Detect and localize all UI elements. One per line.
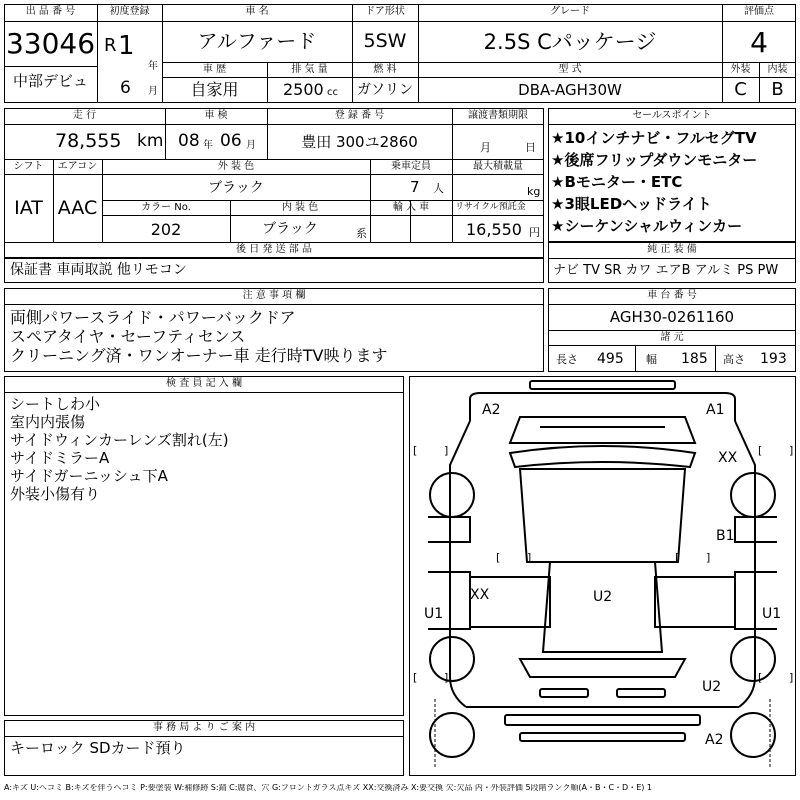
sales-point-item: ★Bモニター・ETC <box>551 173 683 191</box>
dimensions-label: 諸 元 <box>660 332 684 343</box>
transfer-deadline-label: 譲渡書類期限 <box>468 110 528 121</box>
mark-a2-top: A2 <box>482 402 501 418</box>
registration-month: 6 <box>120 78 131 98</box>
fuel-label: 燃 料 <box>373 64 397 75</box>
displacement-label: 排 気 量 <box>291 64 328 75</box>
inspection-year-unit: 年 <box>203 140 213 151</box>
capacity-label: 乗車定員 <box>391 161 431 172</box>
transfer-day-unit: 日 <box>525 141 536 154</box>
length-label: 長さ <box>556 353 578 366</box>
height-label: 高さ <box>723 353 745 366</box>
equipment-label: 純 正 装 備 <box>647 244 697 255</box>
lot-number-label: 出 品 番 号 <box>25 6 76 17</box>
exterior-color: ブラック <box>208 180 264 196</box>
door-type-label: ドア形状 <box>365 6 405 17</box>
score-label: 評価点 <box>744 6 774 17</box>
car-name: アルファード <box>197 29 317 53</box>
bracket-open: [ <box>413 671 418 684</box>
bracket-close: ] <box>789 671 794 684</box>
aircon: AAC <box>57 197 98 219</box>
model-code: DBA-AGH30W <box>518 81 622 99</box>
exterior-label: 外装 <box>730 64 751 75</box>
mark-a1-top: A1 <box>706 402 725 418</box>
later-parts: 保証書 車両取説 他リモコン <box>10 262 187 278</box>
inspector-line: サイドガーニッシュ下A <box>10 467 168 485</box>
office-notice: キーロック SDカード預り <box>10 739 186 757</box>
car-name-label: 車 名 <box>245 6 269 17</box>
exterior-score: C <box>734 79 747 100</box>
sales-points-label: セールスポイント <box>632 110 712 121</box>
max-load-label: 最大積載量 <box>473 161 523 172</box>
aircon-label: エアコン <box>57 161 98 172</box>
shift: IAT <box>14 197 43 219</box>
mark-u1-left: U1 <box>424 606 444 622</box>
interior-score: B <box>771 79 784 100</box>
first-registration-label: 初度登録 <box>109 6 150 17</box>
width-label: 幅 <box>646 353 657 366</box>
sales-point-item: ★後席フリップダウンモニター <box>551 151 758 169</box>
mileage-label: 走 行 <box>72 110 97 121</box>
transfer-month-unit: 月 <box>480 141 491 154</box>
inspection-year: 08 <box>178 131 200 151</box>
car-outline-icon <box>410 377 795 775</box>
model-label: 型 式 <box>558 64 582 75</box>
bracket-close: ] <box>527 551 532 564</box>
recycle-deposit: 16,550 <box>466 220 522 239</box>
sales-point-item: ★3眼LEDヘッドライト <box>551 195 712 213</box>
equipment: ナビ TV SR カワ エアB アルミ PS PW <box>553 263 779 278</box>
month-unit: 月 <box>148 86 158 97</box>
note-line: スペアタイヤ・セーフティセンス <box>10 327 246 346</box>
bracket-open: [ <box>758 444 763 457</box>
note-line: クリーニング済・ワンオーナー車 走行時TV映ります <box>10 346 388 365</box>
mark-u1-right: U1 <box>762 606 782 622</box>
note-line: 両側パワースライド・パワーバックドア <box>10 308 296 327</box>
inspector-line: 室内内張傷 <box>10 413 86 431</box>
mark-b1: B1 <box>716 528 735 544</box>
chassis-label: 車 台 番 号 <box>647 290 697 301</box>
era: R <box>104 35 117 56</box>
plate-number: 豊田 300ユ2860 <box>301 133 418 151</box>
bracket-close: ] <box>444 444 449 457</box>
sales-point-item: ★10インチナビ・フルセグTV <box>551 129 757 147</box>
history: 自家用 <box>190 80 239 99</box>
cc-unit: cc <box>327 87 338 98</box>
mark-a2-rear: A2 <box>705 732 724 748</box>
inspector-line: シートしわ小 <box>10 395 101 413</box>
sales-point-item: ★シーケンシャルウィンカー <box>551 217 743 235</box>
bracket-open: [ <box>413 444 418 457</box>
mileage: 78,555 <box>55 130 122 152</box>
color-number: 202 <box>150 220 182 239</box>
chassis-number: AGH30-0261160 <box>609 308 735 326</box>
capacity: 7 <box>410 178 420 196</box>
height: 193 <box>760 351 787 367</box>
recycle-label: リサイクル預託金 <box>455 202 526 212</box>
bracket-open: [ <box>758 671 763 684</box>
inspector-line: サイドミラーA <box>10 449 110 467</box>
fuel: ガソリン <box>357 82 413 98</box>
color-number-label: カラー No. <box>141 202 191 213</box>
interior-label: 内装 <box>767 64 788 75</box>
inspection-month: 06 <box>220 131 242 151</box>
year-unit: 年 <box>148 61 158 72</box>
bracket-open: [ <box>675 551 680 564</box>
yen-unit: 円 <box>529 226 540 239</box>
bracket-close: ] <box>706 551 711 564</box>
displacement: 2500 <box>283 80 324 99</box>
debut-label: 中部デビュ <box>12 72 88 90</box>
capacity-unit: 人 <box>433 182 444 195</box>
mark-u2-center: U2 <box>593 589 613 605</box>
inspection-month-unit: 月 <box>246 140 256 151</box>
registration-year: 1 <box>118 31 135 61</box>
mark-xx-left: XX <box>470 587 490 603</box>
length: 495 <box>597 351 624 367</box>
exterior-color-label: 外 装 色 <box>217 161 255 172</box>
inspector-label: 検 査 員 記 入 欄 <box>166 378 242 389</box>
inspector-line: サイドウィンカーレンズ割れ(左) <box>10 431 229 449</box>
office-label: 事 務 局 よ り ご 案 内 <box>152 722 256 733</box>
notes-label: 注 意 事 項 欄 <box>242 290 306 301</box>
grade-label: グレード <box>550 6 590 17</box>
bracket-close: ] <box>444 671 449 684</box>
mark-xx-right: XX <box>718 450 738 466</box>
door-type: 5SW <box>363 30 407 52</box>
grade: 2.5S Cパッケージ <box>483 30 657 54</box>
shift-label: シフト <box>13 161 44 172</box>
import-label: 輸 入 車 <box>392 202 430 213</box>
interior-color: ブラック <box>262 221 318 237</box>
lot-number: 33046 <box>5 27 96 60</box>
score: 4 <box>750 26 768 59</box>
width: 185 <box>681 351 708 367</box>
max-load-unit: kg <box>527 185 541 198</box>
plate-label: 登 録 番 号 <box>334 110 385 121</box>
car-diagram <box>409 376 796 776</box>
mark-u2-rear: U2 <box>702 679 722 695</box>
inspector-line: 外装小傷有り <box>10 485 101 503</box>
later-parts-label: 後 日 発 送 部 品 <box>236 244 312 255</box>
interior-color-unit: 系 <box>356 227 367 240</box>
interior-color-label: 内 装 色 <box>281 202 319 213</box>
bracket-open: [ <box>496 551 501 564</box>
inspection-label: 車 検 <box>204 110 228 121</box>
history-label: 車 歴 <box>202 64 227 75</box>
legend: A:キズ U:ヘコミ B:キズを伴うヘコミ P:要塗装 W:補修跡 S:錆 C:腐食、穴 G:フロントガラス点キズ XX:交換済み X:要交換 欠:欠品 内・外装評価 5段階ランク順(A・B・C・D・E) 1 <box>4 784 653 792</box>
km-unit: km <box>137 131 164 151</box>
bracket-close: ] <box>789 444 794 457</box>
